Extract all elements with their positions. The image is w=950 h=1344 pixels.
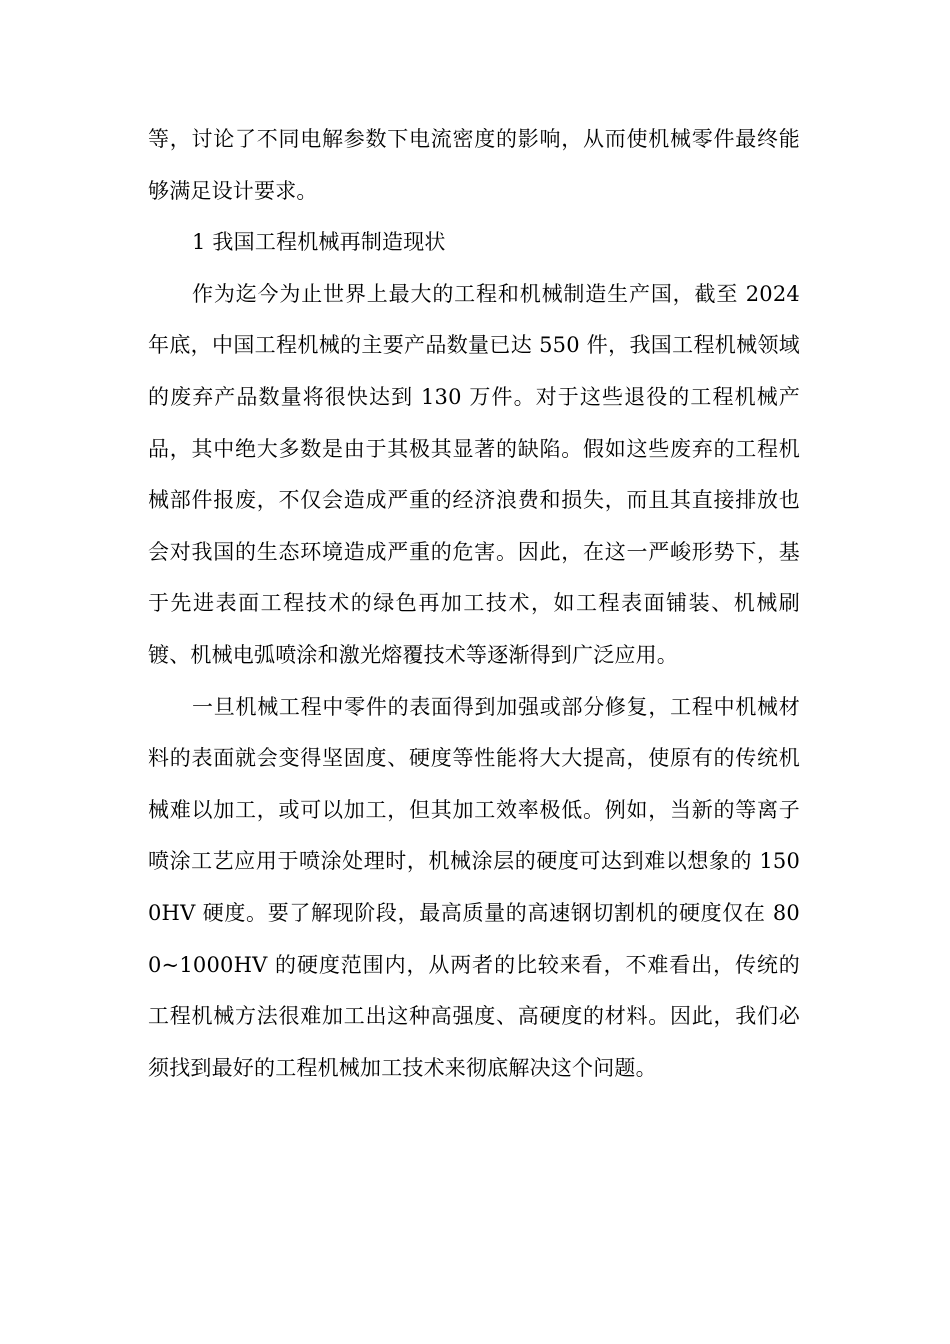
paragraph-continuation: 等，讨论了不同电解参数下电流密度的影响，从而使机械零件最终能够满足设计要求。 — [148, 127, 800, 203]
paragraph-status-quo: 作为迄今为止世界上最大的工程和机械制造生产国，截至 2024 年底，中国工程机械的主要产品数量已达 550 件，我国工程机械领域的废弃产品数量将很快达到 130 万件。对于这些退役的工程机械产品，其中绝大多数是由于其极其显著的缺陷。假如这些废弃的工程机械部件报废，不仅会造成严重的经济浪费和损失，而且其直接排放也会对我国的生态环境造成严重的危害。因此，在这一严峻形势下，基于先进表面工程技术的绿色再加工技术，如工程表面铺装、机械刷镀、机械电弧喷涂和激光熔覆技术等逐渐得到广泛应用。 — [148, 281, 800, 667]
section-heading: 1 我国工程机械再制造现状 — [192, 230, 446, 255]
paragraph-hardness-problem: 一旦机械工程中零件的表面得到加强或部分修复，工程中机械材料的表面就会变得坚固度、硬度等性能将大大提高，使原有的传统机械难以加工，或可以加工，但其加工效率极低。例如，当新的等离子喷涂工艺应用于喷涂处理时，机械涂层的硬度可达到难以想象的 1500HV 硬度。要了解现阶段，最高质量的高速钢切割机的硬度仅在 800~1000HV 的硬度范围内，从两者的比较来看，不难看出，传统的工程机械方法很难加工出这种高强度、高硬度的材料。因此，我们必须找到最好的工程机械加工技术来彻底解决这个问题。 — [148, 694, 800, 1080]
document-body — [148, 114, 800, 1094]
